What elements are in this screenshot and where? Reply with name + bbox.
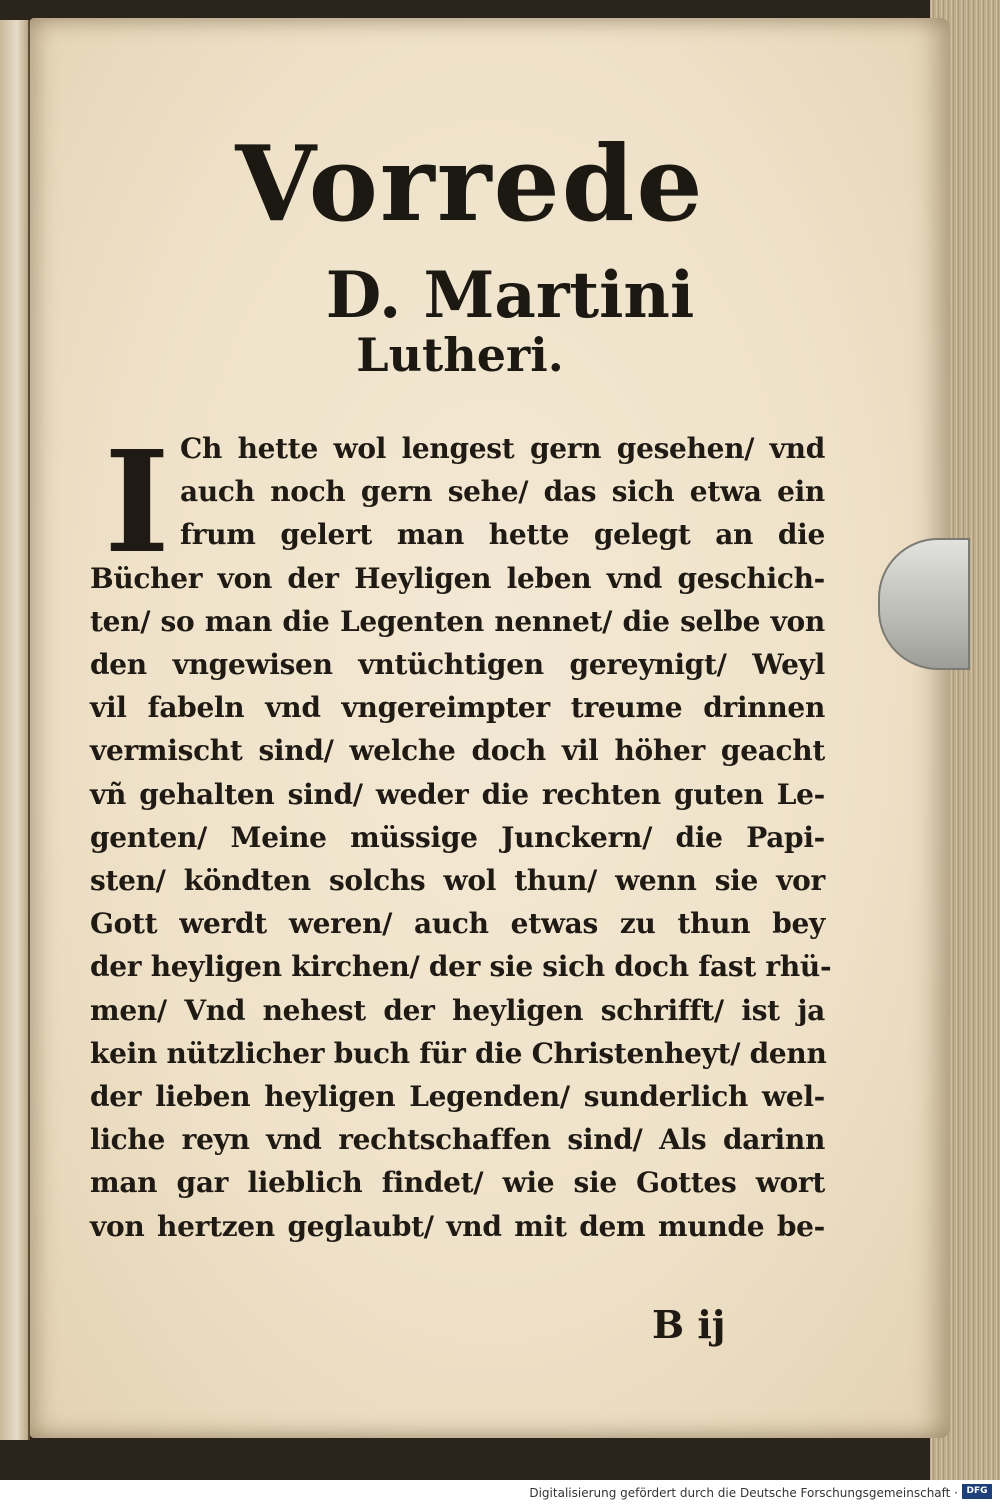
text-line: auch noch gern sehe/ das sich etwa ein <box>180 475 825 509</box>
decorated-initial: I <box>104 421 170 585</box>
page-title: Vorrede <box>235 122 705 245</box>
text-line: men/ Vnd nehest der heyligen schrifft/ ist ja <box>90 993 825 1027</box>
author-line: D. Martini <box>325 258 695 333</box>
text-line: frum gelert man hette gelegt an die <box>180 518 825 552</box>
text-line: vñ gehalten sind/ weder die rechten guten Le- <box>90 777 825 811</box>
text-line: der lieben heyligen Legenden/ sunderlich wel- <box>90 1080 825 1113</box>
text-line: liche reyn vnd rechtschaffen sind/ Als darinn <box>90 1123 825 1157</box>
text-line: vil fabeln vnd vngereimpter treume drinnen <box>90 691 825 725</box>
text-line: der heyligen kirchen/ der sie sich doch fast rhü- <box>90 950 832 984</box>
author-subline: Lutheri. <box>356 328 564 382</box>
text-line: Ch hette wol lengest gern gesehen/ vnd <box>180 432 825 465</box>
text-line: genten/ Meine müssige Junckern/ die Papi- <box>90 820 825 854</box>
text-line: Bücher von der Heyligen leben vnd geschich- <box>90 561 825 595</box>
footer-credit: Digitalisierung gefördert durch die Deutsche Forschungsgemeinschaft · <box>529 1486 958 1500</box>
text-line: vermischt sind/ welche doch vil höher geacht <box>90 734 825 768</box>
text-line: von hertzen geglaubt/ vnd mit dem munde be- <box>90 1209 825 1243</box>
text-line: ten/ so man die Legenten nennet/ die selbe von <box>90 604 825 638</box>
text-line: Gott werdt weren/ auch etwas zu thun bey <box>90 907 825 941</box>
text-line: kein nützlicher buch für die Christenheyt/ denn <box>90 1036 827 1070</box>
text-line: man gar lieblich findet/ wie sie Gottes wort <box>90 1166 825 1200</box>
signature-mark: B ij <box>652 1302 726 1347</box>
text-line: den vngewisen vntüchtigen gereynigt/ Weyl <box>90 648 825 681</box>
footer-bar <box>0 1480 1000 1504</box>
dfg-logo-icon: DFG <box>962 1484 992 1499</box>
text-line: sten/ köndten solchs wol thun/ wenn sie vor <box>90 864 825 897</box>
